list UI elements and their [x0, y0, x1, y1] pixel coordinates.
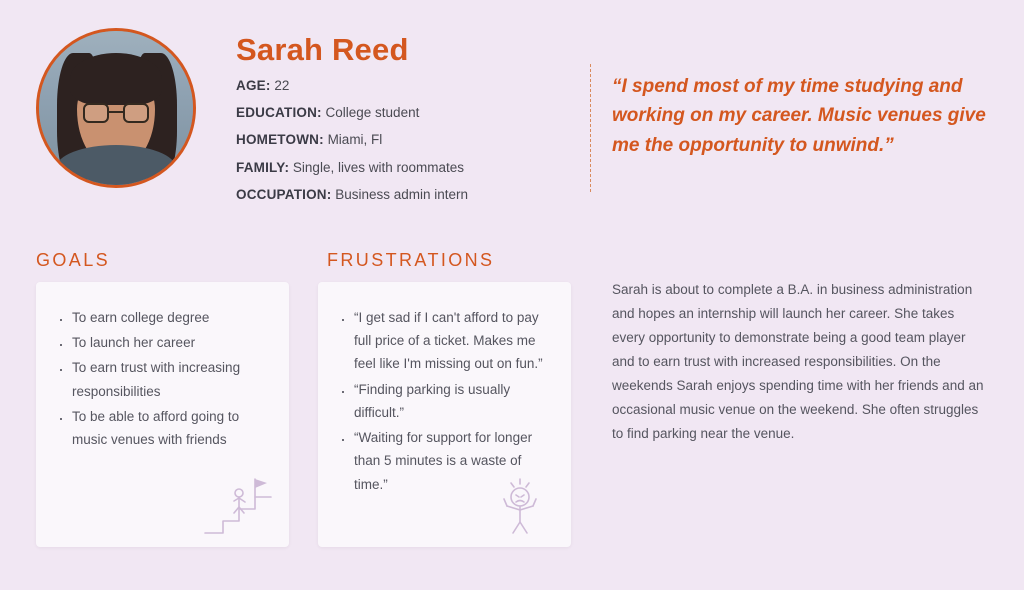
fact-occupation — [236, 187, 566, 203]
frustrations-heading: FRUSTRATIONS — [327, 250, 495, 270]
fact-education-label: EDUCATION: — [236, 105, 322, 121]
goals-list — [36, 282, 289, 451]
fact-family-value: Single, lives with roommates — [292, 159, 464, 175]
list-item: · To earn trust with increasing responsibilities — [58, 356, 267, 402]
frustrations-card — [318, 282, 571, 547]
list-item: · To launch her career — [58, 331, 267, 354]
list-item: · “Waiting for support for longer than 5 minutes is a waste of time.” — [340, 426, 549, 496]
list-item: · To be able to afford going to music venues with friends — [58, 405, 267, 451]
fact-occupation-label: OCCUPATION: — [236, 186, 332, 202]
torso-decor — [56, 145, 176, 185]
fact-education-value: College student — [325, 105, 420, 121]
avatar — [36, 28, 196, 188]
list-item: · To earn college degree — [58, 306, 267, 329]
profile-header — [0, 0, 1024, 228]
persona-bio: Sarah is about to complete a B.A. in business administration and hopes an internship will launch her career. She takes every opportunity to demonstrate being a good team player and to earn trust with increased responsibilities. On the weekends Sarah enjoys spending time with her friends and an occasional music venue on the weekend. She often struggles to find parking near the venue. — [612, 282, 984, 442]
fact-list — [236, 78, 566, 214]
vertical-divider — [590, 64, 591, 192]
fact-family — [236, 160, 566, 176]
fact-age — [236, 78, 566, 94]
person-on-stairs-with-flag-icon — [201, 471, 275, 537]
fact-occupation-value: Business admin intern — [335, 186, 469, 202]
goals-heading: GOALS — [36, 250, 111, 270]
fact-education — [236, 105, 566, 121]
fact-hometown — [236, 132, 566, 148]
frustrations-list — [318, 282, 571, 496]
hair-top-decor — [70, 53, 162, 105]
fact-family-label: FAMILY: — [236, 159, 290, 175]
glasses-icon — [83, 103, 149, 123]
fact-age-label: AGE: — [236, 78, 271, 93]
persona-name: Sarah Reed — [236, 32, 409, 67]
list-item: · “I get sad if I can't afford to pay full price of a ticket. Makes me feel like I'm missing out on fun.” — [340, 306, 549, 376]
fact-hometown-value: Miami, Fl — [327, 132, 383, 148]
persona-quote: “I spend most of my time studying and working on my career. Music venues give me the opportunity to unwind.” — [612, 76, 986, 156]
fact-age-value: 22 — [274, 78, 290, 93]
frustrated-person-icon — [483, 471, 557, 537]
list-item: · “Finding parking is usually difficult.” — [340, 378, 549, 424]
avatar-photo — [39, 31, 193, 185]
goals-card — [36, 282, 289, 547]
fact-hometown-label: HOMETOWN: — [236, 132, 324, 148]
